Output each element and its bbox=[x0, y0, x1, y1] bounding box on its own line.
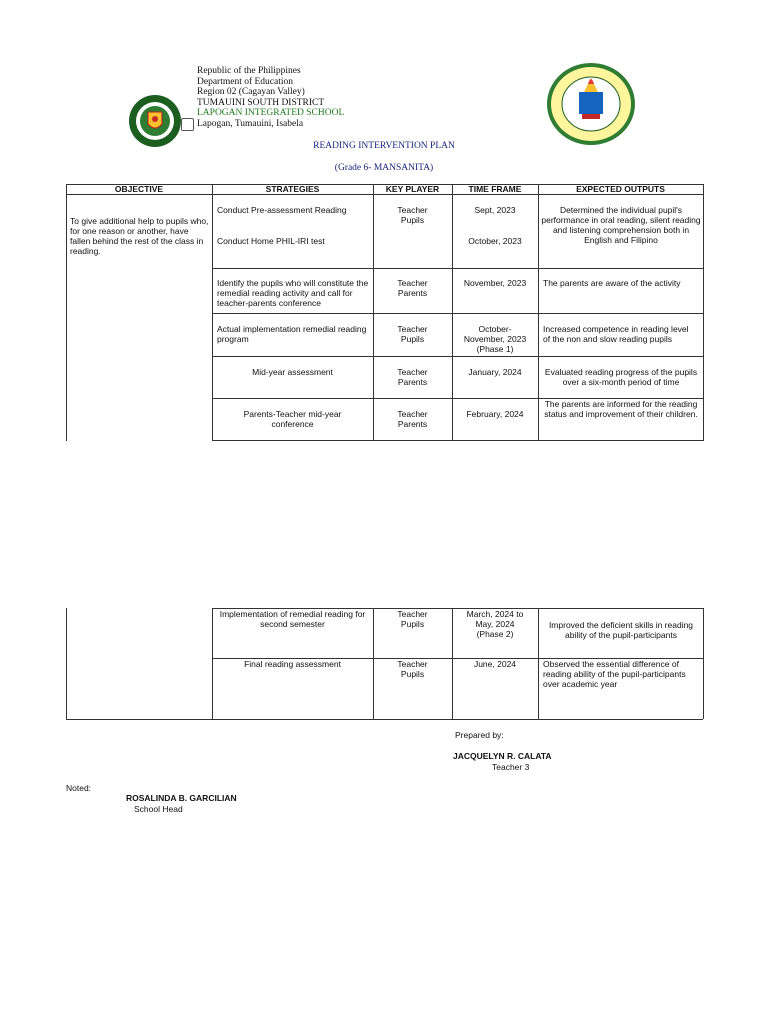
table-border bbox=[703, 608, 704, 719]
col-header-objective: OBJECTIVE bbox=[114, 184, 164, 194]
col-header-expected-outputs: EXPECTED OUTPUTS bbox=[576, 184, 665, 194]
time-frame-cell: November, 2023 bbox=[463, 278, 527, 288]
objective-cell: To give additional help to pupils who, for one reason or another, have fallen behind the rest of the class in reading. bbox=[70, 216, 209, 256]
school-head-name: ROSALINDA B. GARCILIAN bbox=[126, 793, 237, 803]
strategy-cell: Identify the pupils who will constitute the remedial reading activity and call for teacher-parents conference bbox=[217, 278, 369, 308]
col-header-key-player: KEY PLAYER bbox=[385, 184, 440, 194]
school-name: LAPOGAN INTEGRATED SCHOOL bbox=[197, 108, 345, 118]
key-player-cell: Teacher Pupils bbox=[397, 659, 428, 679]
expected-output-cell: The parents are informed for the reading status and improvement of their children. bbox=[544, 399, 698, 419]
key-player-cell: Teacher Parents bbox=[397, 409, 428, 429]
time-frame-cell: June, 2024 bbox=[473, 659, 517, 669]
strategy-cell: Implementation of remedial reading for second semester bbox=[219, 609, 366, 629]
key-player-cell: Teacher Parents bbox=[397, 367, 428, 387]
table-border bbox=[212, 356, 703, 357]
noted-label: Noted: bbox=[66, 783, 92, 793]
table-border bbox=[66, 608, 67, 719]
key-player-cell: Teacher Parents bbox=[397, 278, 428, 298]
letterhead-line: Department of Education bbox=[197, 76, 294, 87]
time-frame-cell: January, 2024 bbox=[468, 367, 522, 377]
deped-seal-logo bbox=[128, 94, 182, 148]
col-header-time-frame: TIME FRAME bbox=[468, 184, 522, 194]
school-address: Lapogan, Tumauini, Isabela bbox=[197, 118, 304, 129]
table-border bbox=[212, 313, 703, 314]
table-border bbox=[212, 440, 703, 441]
time-frame-cell: October, 2023 bbox=[468, 236, 522, 246]
expected-output-cell: Evaluated reading progress of the pupils over a six-month period of time bbox=[544, 367, 698, 387]
table-border bbox=[703, 184, 704, 441]
preparer-name: JACQUELYN R. CALATA bbox=[453, 751, 552, 761]
expected-output-cell: Increased competence in reading level of the non and slow reading pupils bbox=[543, 324, 689, 344]
time-frame-cell: February, 2024 bbox=[466, 409, 524, 419]
expected-output-cell: Observed the essential difference of reading ability of the pupil-participants over academic year bbox=[543, 659, 686, 689]
school-head-title: School Head bbox=[134, 804, 183, 814]
key-player-cell: Teacher Pupils bbox=[397, 324, 428, 344]
strategy-cell: Conduct Home PHIL-IRI test bbox=[217, 236, 325, 246]
letterhead-line: Region 02 (Cagayan Valley) bbox=[197, 87, 305, 97]
table-border bbox=[452, 184, 453, 441]
strategy-cell: Conduct Pre-assessment Reading bbox=[217, 205, 347, 215]
document-subtitle: (Grade 6- MANSANITA) bbox=[334, 163, 434, 173]
expected-output-cell: Improved the deficient skills in reading ability of the pupil-participants bbox=[548, 620, 694, 640]
letterhead bbox=[197, 66, 344, 129]
table-border bbox=[212, 184, 213, 441]
strategy-cell: Actual implementation remedial reading program bbox=[217, 324, 367, 344]
table-border bbox=[66, 184, 67, 441]
strategy-cell: Parents-Teacher mid-year conference bbox=[243, 409, 342, 429]
time-frame-cell: March, 2024 to May, 2024 (Phase 2) bbox=[466, 609, 524, 639]
time-frame-cell: Sept, 2023 bbox=[474, 205, 516, 215]
key-player-cell: Teacher Pupils bbox=[397, 205, 428, 225]
expected-output-cell: Determined the individual pupil's performance in oral reading, silent reading and listening comprehension both in English and Filipino bbox=[541, 205, 701, 245]
time-frame-cell: October- November, 2023 (Phase 1) bbox=[463, 324, 527, 354]
expected-output-cell: The parents are aware of the activity bbox=[543, 278, 681, 288]
table-border bbox=[538, 608, 539, 719]
strategy-cell: Mid-year assessment bbox=[252, 367, 333, 377]
prepared-by-label: Prepared by: bbox=[455, 730, 504, 740]
letterhead-line: Republic of the Philippines bbox=[197, 66, 301, 76]
document-title: READING INTERVENTION PLAN bbox=[313, 141, 455, 151]
school-logo bbox=[546, 62, 636, 146]
key-player-cell: Teacher Pupils bbox=[397, 609, 428, 629]
strategy-cell: Final reading assessment bbox=[244, 659, 341, 669]
district-name: TUMAUINI SOUTH DISTRICT bbox=[197, 97, 325, 108]
table-border bbox=[66, 194, 703, 195]
small-mark-icon bbox=[181, 118, 194, 131]
preparer-title: Teacher 3 bbox=[492, 762, 530, 772]
col-header-strategies: STRATEGIES bbox=[265, 184, 320, 194]
table-border bbox=[538, 184, 539, 441]
table-border bbox=[66, 719, 703, 720]
table-border bbox=[212, 268, 703, 269]
